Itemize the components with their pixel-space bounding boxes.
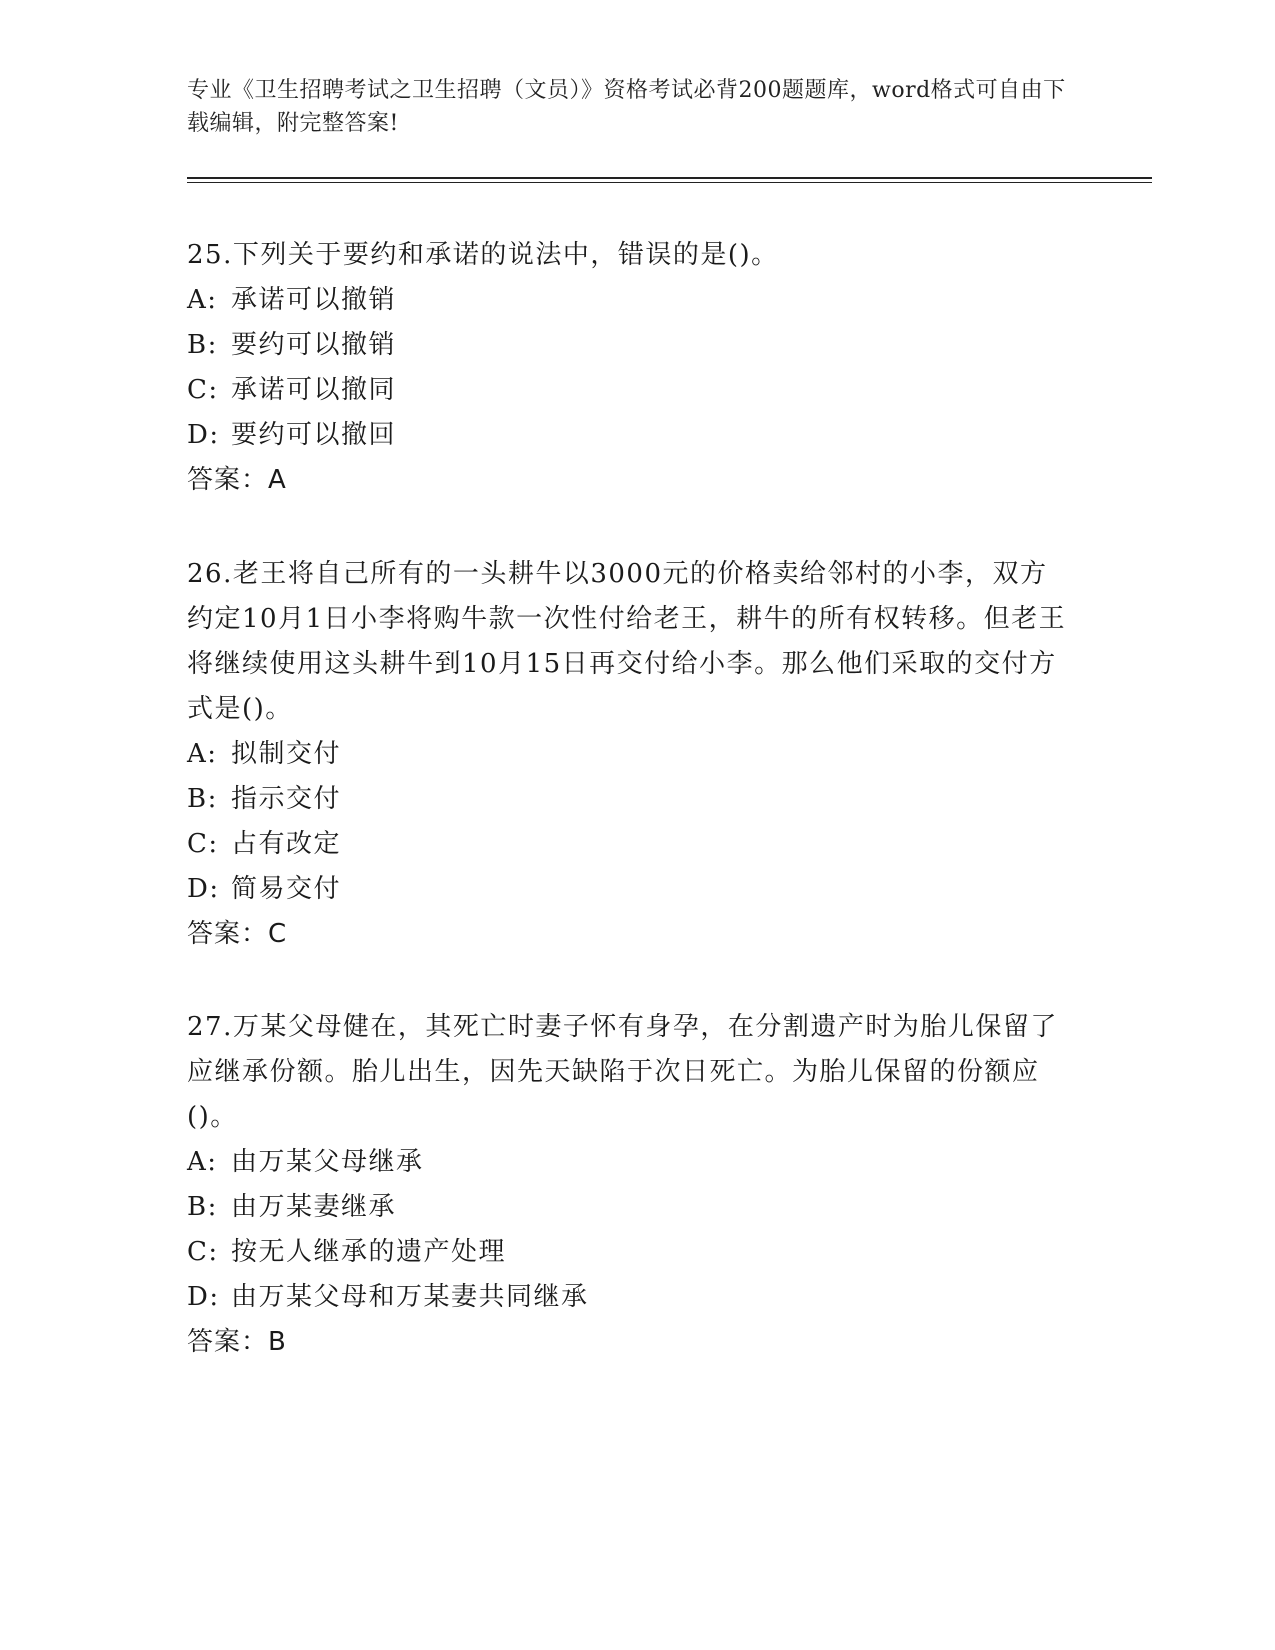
option-text: 按无人继承的遗产处理 [231,1237,507,1267]
question-26 [187,552,1067,957]
option-d [187,1275,1067,1320]
option-b [187,323,1067,368]
header-rule-thin [187,182,1152,183]
option-c [187,822,1067,867]
option-key: D: [187,1282,220,1312]
document-header-title: 专业《卫生招聘考试之卫生招聘（文员）》资格考试必背200题题库，word格式可自由下载编辑，附完整答案! [187,78,1066,136]
header-rule-thick [187,177,1152,179]
option-key: B: [187,1192,218,1222]
option-b [187,777,1067,822]
option-c [187,368,1067,413]
question-27 [187,1005,1067,1365]
option-c [187,1230,1067,1275]
option-key: B: [187,330,218,360]
option-text: 由万某父母和万某妻共同继承 [231,1282,589,1312]
option-text: 由万某妻继承 [231,1192,397,1222]
option-key: B: [187,784,218,814]
option-text: 占有改定 [231,829,342,859]
option-text: 拟制交付 [231,739,342,769]
option-text: 承诺可以撤销 [231,285,397,315]
option-key: C: [187,829,219,859]
option-text: 由万某父母继承 [231,1147,424,1177]
answer-label: 答案：C [187,919,288,949]
option-a [187,278,1067,323]
option-a [187,732,1067,777]
question-stem: 25.下列关于要约和承诺的说法中，错误的是()。 [187,240,779,270]
option-key: A: [187,739,218,769]
answer-label: 答案：A [187,465,287,495]
question-stem: 27.万某父母健在，其死亡时妻子怀有身孕，在分割遗产时为胎儿保留了应继承份额。胎儿出生，因先天缺陷于次日死亡。为胎儿保留的份额应()。 [187,1012,1058,1132]
option-key: D: [187,874,220,904]
option-key: C: [187,1237,219,1267]
option-key: C: [187,375,219,405]
option-key: A: [187,285,218,315]
option-b [187,1185,1067,1230]
option-key: D: [187,420,220,450]
option-text: 要约可以撤销 [231,330,397,360]
answer-label: 答案：B [187,1327,287,1357]
option-text: 承诺可以撤同 [231,375,397,405]
question-stem: 26.老王将自己所有的一头耕牛以3000元的价格卖给邻村的小李，双方约定10月1日小李将购牛款一次性付给老王，耕牛的所有权转移。但老王将继续使用这头耕牛到10月15日再交付给小李。那么他们采取的交付方式是()。 [187,559,1067,724]
option-d [187,867,1067,912]
option-d [187,413,1067,458]
option-a [187,1140,1067,1185]
option-key: A: [187,1147,218,1177]
option-text: 简易交付 [231,874,342,904]
option-text: 指示交付 [231,784,342,814]
option-text: 要约可以撤回 [231,420,397,450]
question-25 [187,233,1067,503]
